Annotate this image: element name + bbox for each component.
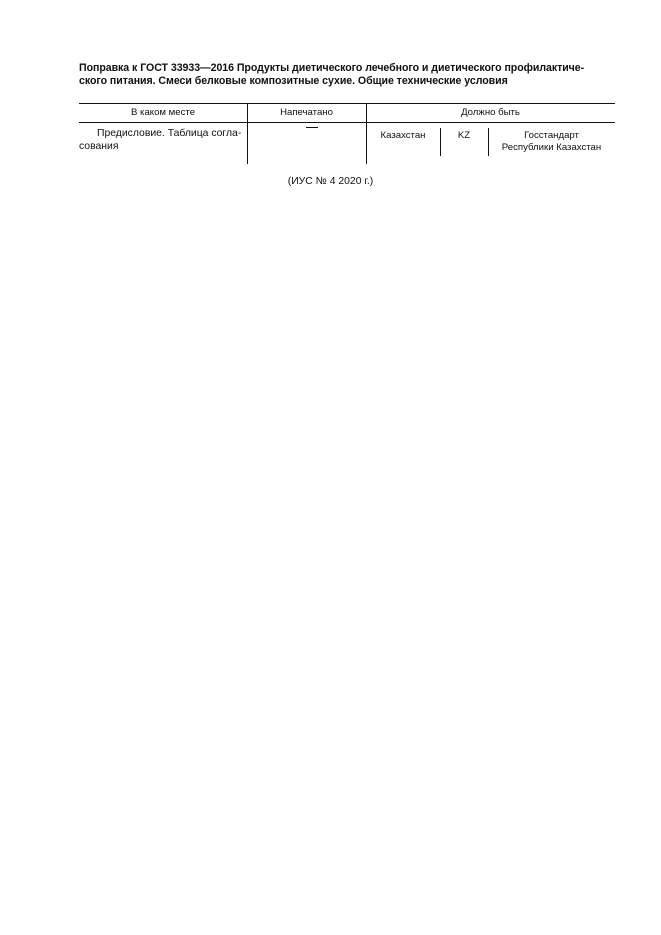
standards-body-line-1: Госстандарт <box>524 130 579 141</box>
header-printed: Напечатано <box>280 107 333 118</box>
title-line-1: Поправка к ГОСТ 33933—2016 Продукты диетического лечебного и диетического профилактиче- <box>79 62 585 74</box>
row-place-line-1: Предисловие. Таблица согла- <box>97 128 242 139</box>
country-code: KZ <box>457 130 471 141</box>
printed-value <box>306 127 318 128</box>
title-line-2: ского питания. Смеси белковые композитные сухие. Общие технические условия <box>79 75 508 87</box>
table-top-rule <box>79 103 615 104</box>
header-should-be: Должно быть <box>461 107 520 118</box>
row-place-line-2: сования <box>79 141 119 152</box>
correction-table <box>79 103 615 164</box>
header-place: В каком месте <box>130 107 196 118</box>
table-header-rule <box>79 122 615 123</box>
standards-body-line-2: Республики Казахстан <box>501 142 602 153</box>
ius-reference: (ИУС № 4 2020 г.) <box>287 176 374 187</box>
correction-title <box>79 62 615 88</box>
country-name: Казахстан <box>380 130 426 141</box>
